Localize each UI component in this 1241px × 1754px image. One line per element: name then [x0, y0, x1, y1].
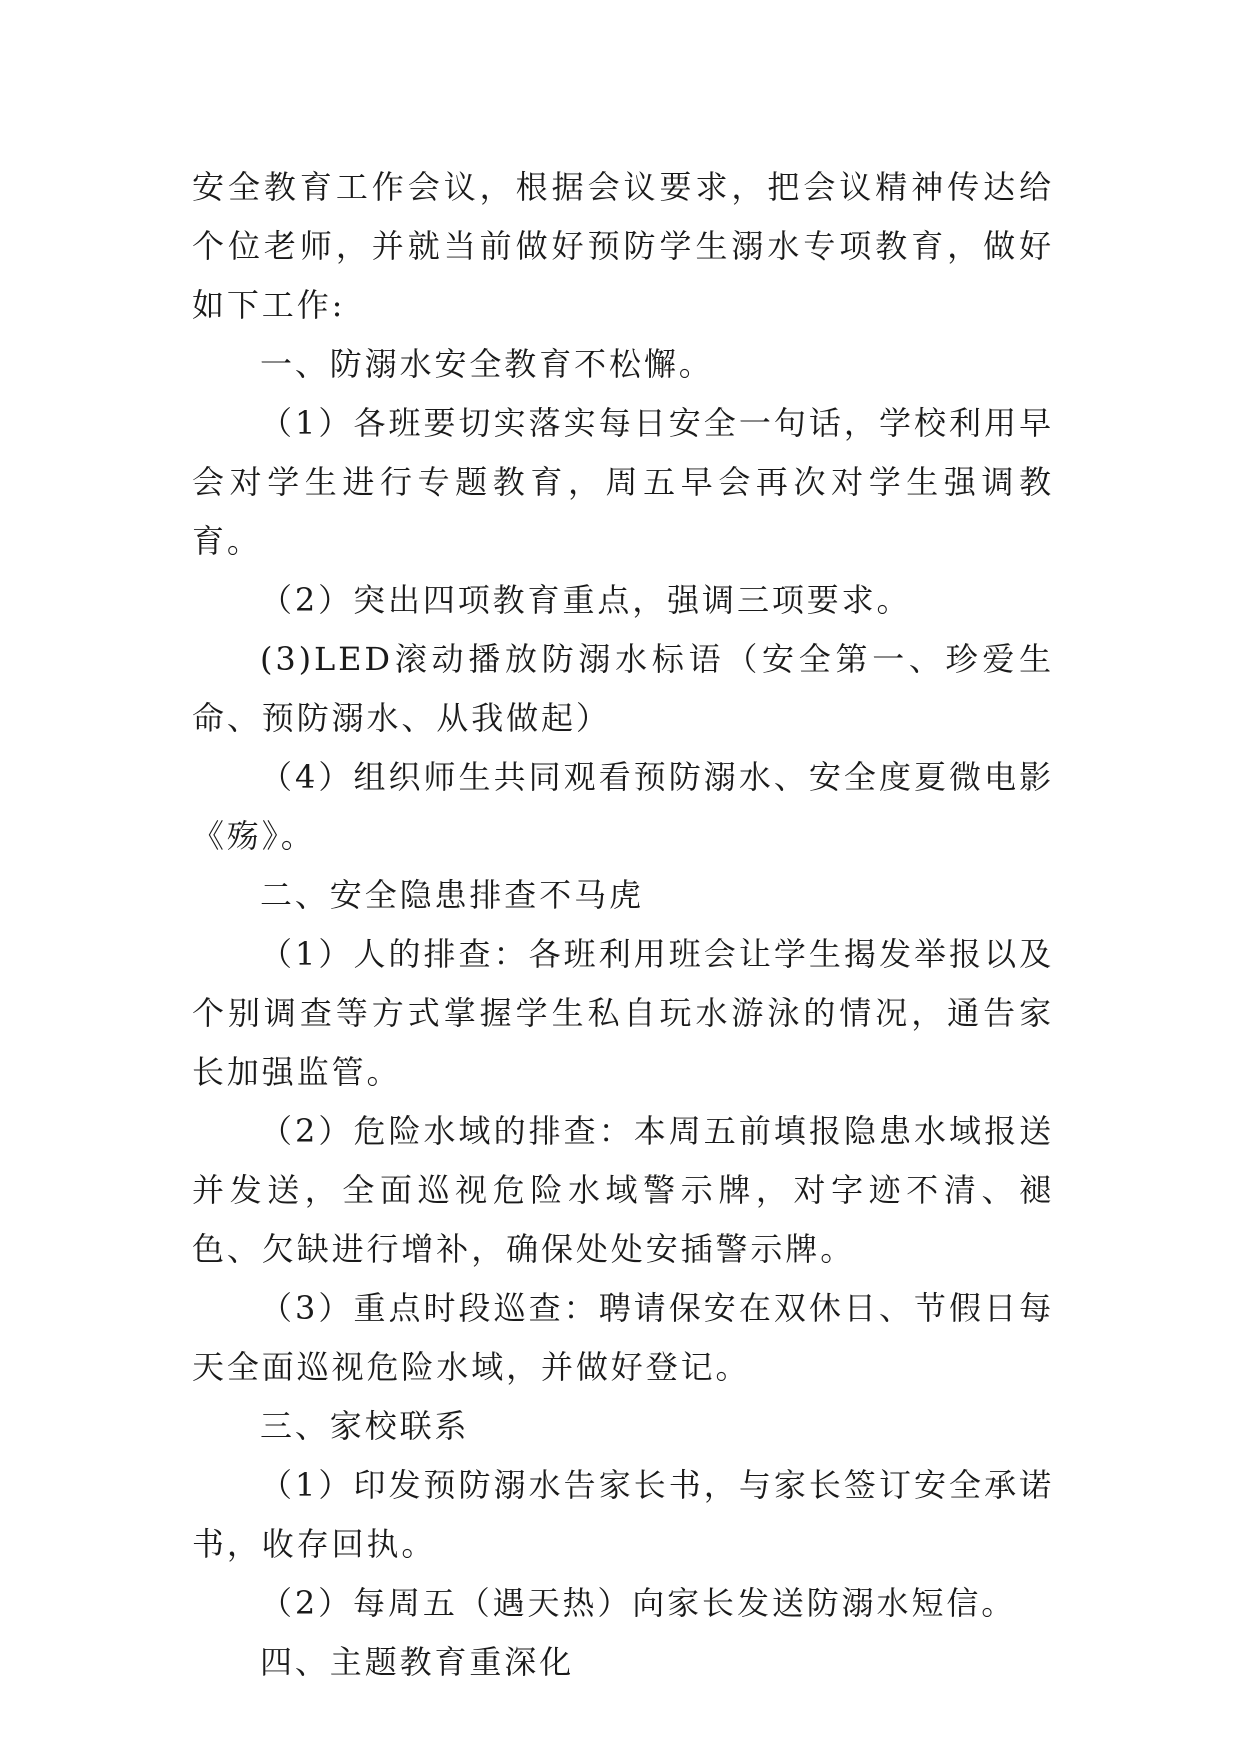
section-heading-1: 一、防溺水安全教育不松懈。	[260, 345, 714, 383]
paragraph-1-1: （1）各班要切实落实每日安全一句话，学校利用早会对学生进行专题教育，周五早会再次对学生强调教育。	[192, 404, 1054, 560]
paragraph-1-4: （4）组织师生共同观看预防溺水、安全度夏微电影《殇》。	[192, 758, 1054, 855]
section-heading-3: 三、家校联系	[260, 1407, 470, 1445]
paragraph-1-3: (3)LED滚动播放防溺水标语（安全第一、珍爱生命、预防溺水、从我做起）	[192, 640, 1054, 737]
paragraph-2-3: （3）重点时段巡查：聘请保安在双休日、节假日每天全面巡视危险水域，并做好登记。	[192, 1289, 1054, 1386]
section-heading-4: 四、主题教育重深化	[260, 1643, 575, 1681]
paragraph-3-2: （2）每周五（遇天热）向家长发送防溺水短信。	[260, 1584, 1017, 1622]
paragraph-2-1: （1）人的排查：各班利用班会让学生揭发举报以及个别调查等方式掌握学生私自玩水游泳的情况，通告家长加强监管。	[192, 935, 1054, 1091]
paragraph-3-1: （1）印发预防溺水告家长书，与家长签订安全承诺书，收存回执。	[192, 1466, 1054, 1563]
paragraph-1-2: （2）突出四项教育重点，强调三项要求。	[260, 581, 912, 619]
paragraph-intro: 安全教育工作会议，根据会议要求，把会议精神传达给个位老师，并就当前做好预防学生溺水专项教育，做好如下工作:	[192, 168, 1054, 324]
section-heading-2: 二、安全隐患排查不马虎	[260, 876, 644, 914]
document-body	[192, 158, 1054, 1692]
paragraph-2-2: （2）危险水域的排查：本周五前填报隐患水域报送并发送，全面巡视危险水域警示牌，对字迹不清、褪色、欠缺进行增补，确保处处安插警示牌。	[192, 1112, 1054, 1268]
